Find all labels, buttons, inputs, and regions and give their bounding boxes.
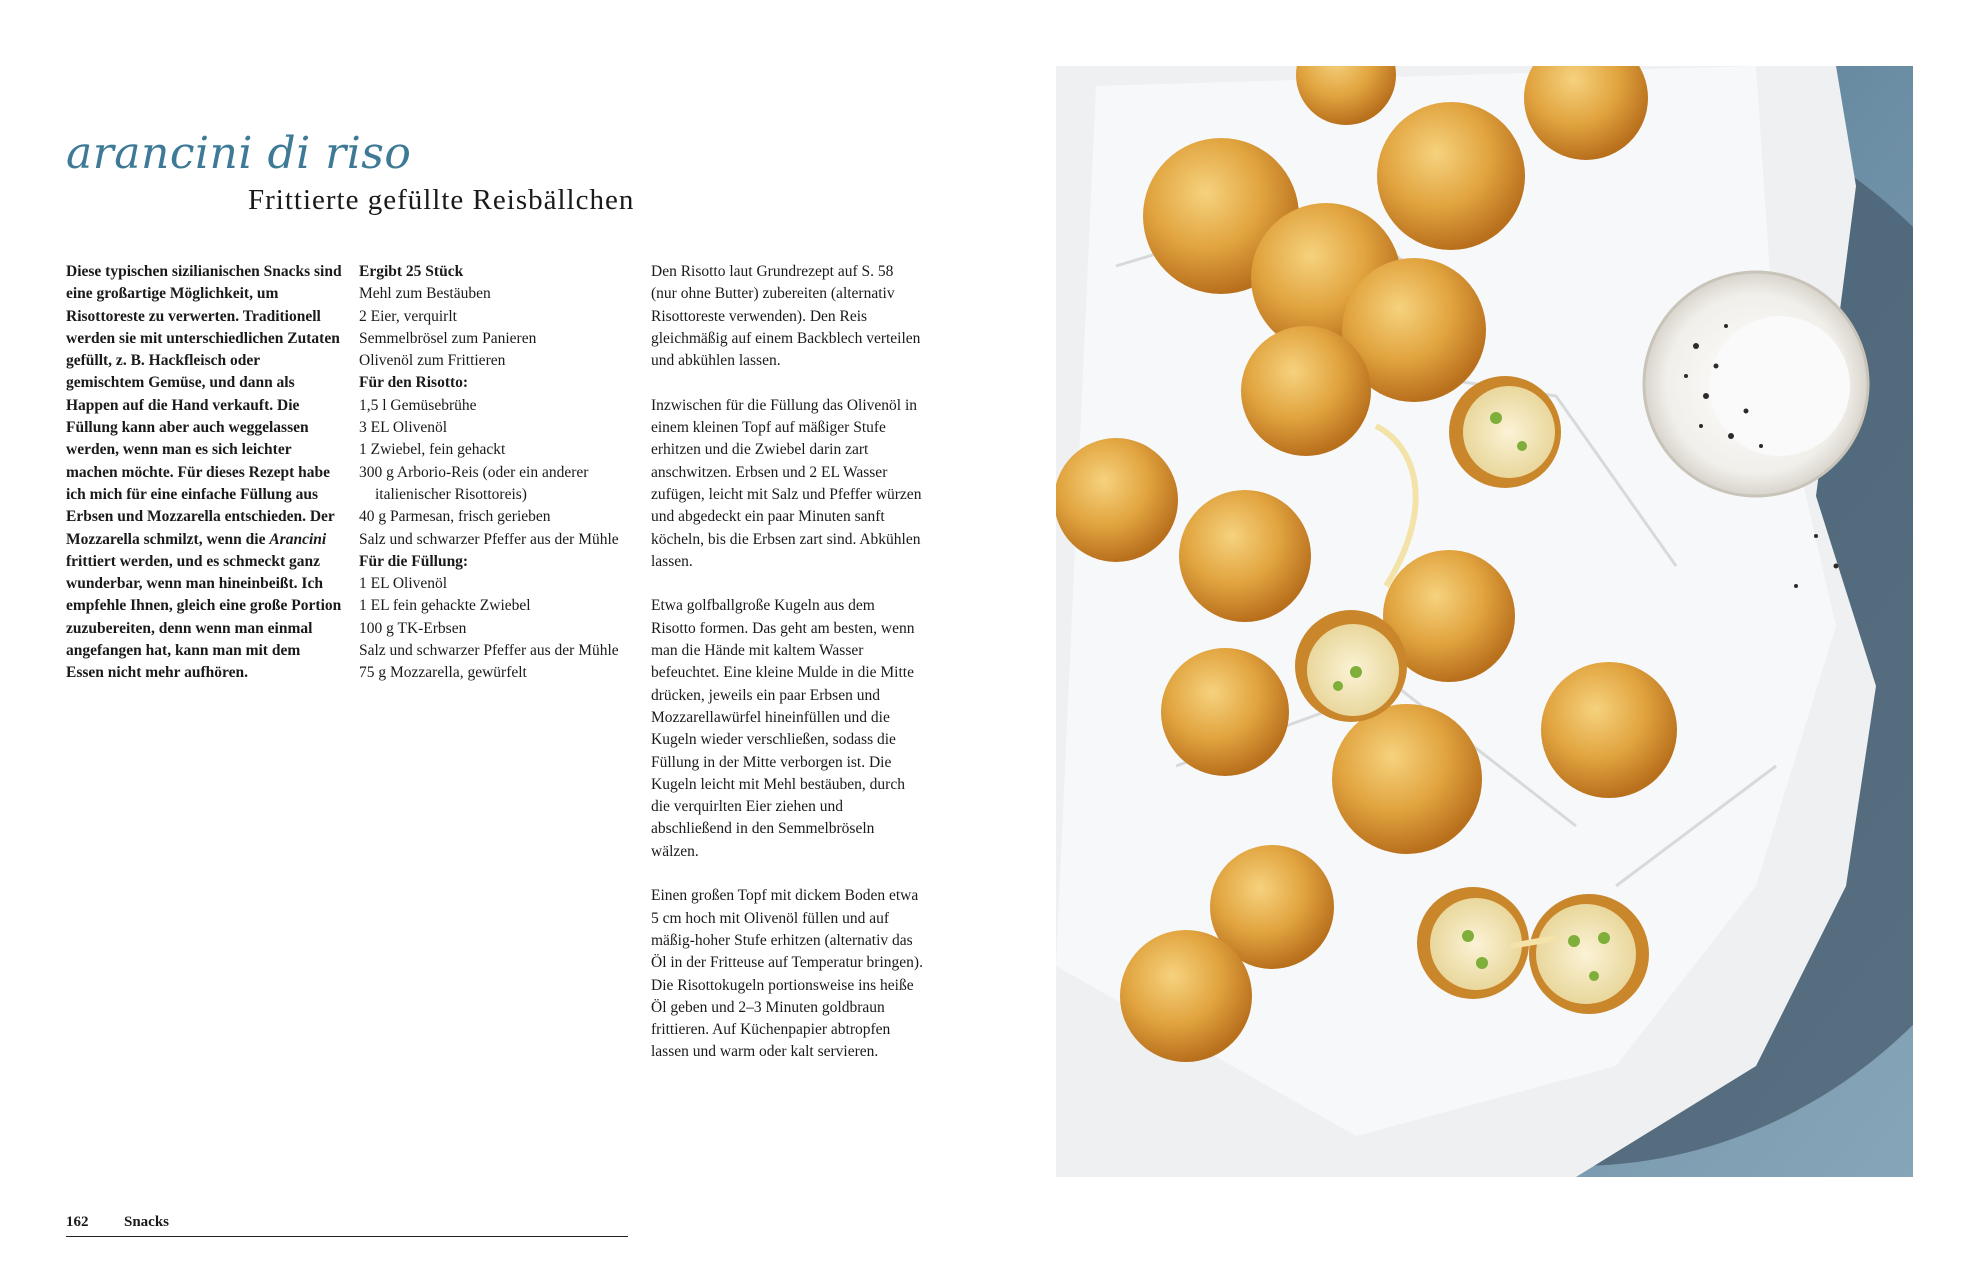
ingredient-line: 3 EL Olivenöl [359,419,448,437]
section-name: Snacks [124,1214,170,1230]
ingredient-line: Semmelbrösel zum Panieren [359,329,537,347]
ingredient-line: Olivenöl zum Frittieren [359,352,506,370]
ingredient-line: 40 g Parmesan, frisch gerieben [359,508,551,526]
ingredients-column [359,261,621,685]
ingredient-line: Salz und schwarzer Pfeffer aus der Mühle [359,642,619,660]
arancini-photo-illustration [1056,66,1913,1177]
intro-text-before: Diese typischen sizilianischen Snacks sind eine großartige Möglichkeit, um Risottoreste zu verwerten. Traditionell werden sie mit unterschiedlichen Zutaten gefüllt, z. B. Hackfleisch oder gemischtem Gemüse, und dann als Happen auf die Hand verkauft. Die Füllung kann aber auch weggelassen werden, wenn man es sich leichter machen möchte. Für dieses Rezept habe ich mich für eine einfache Füllung aus Erbsen und Mozzarella entschieden. Der Mozzarella schmilzt, wenn die [66,263,342,548]
method-step-1: Den Risotto laut Grundrezept auf S. 58 (nur ohne Butter) zubereiten (alternativ Risottoreste verwenden). Den Reis gleichmäßig auf einem Backblech verteilen und abkühlen lassen. [651,263,921,370]
ingredient-line: 1 Zwiebel, fein gehackt [359,441,506,459]
recipe-subtitle: Frittierte gefüllte Reisbällchen [248,184,635,216]
page-number: 162 [66,1214,89,1230]
risotto-heading: Für den Risotto: [359,374,469,392]
recipe-title-italian: arancini di riso [66,128,412,179]
ingredient-line: 1,5 l Gemüsebrühe [359,396,477,414]
ingredient-line: Salz und schwarzer Pfeffer aus der Mühle [359,530,619,548]
ingredient-line: 300 g Arborio-Reis (oder ein anderer italienischer Risottoreis) [359,463,589,503]
method-step-3: Etwa golfballgroße Kugeln aus dem Risotto formen. Das geht am besten, wenn man die Hände mit kaltem Wasser befeuchtet. Eine kleine Mulde in die Mitte drücken, jeweils ein paar Erbsen und Mozzarellawürfel hineinfüllen und die Kugeln wieder verschließen, sodass die Füllung in der Mitte verborgen ist. Die Kugeln leicht mit Mehl bestäuben, durch die verquirlten Eier ziehen und abschließend in den Semmelbröseln wälzen. [651,597,915,860]
ingredient-line: 75 g Mozzarella, gewürfelt [359,664,527,682]
method-column [651,261,923,1086]
page-footer [66,1212,628,1237]
intro-emphasis: Arancini [269,530,327,548]
intro-text-after: frittiert werden, und es schmeckt ganz wunderbar, wenn man hineinbeißt. Ich empfehle Ihnen, gleich eine große Portion zuzubereiten, denn wenn man einmal angefangen hat, kann man mit dem Essen nicht mehr aufhören. [66,552,342,682]
arancini-photo [1056,66,1913,1177]
ingredient-line: 2 Eier, verquirlt [359,307,457,325]
ingredient-line: 1 EL Olivenöl [359,575,448,593]
intro-column [66,261,342,685]
intro-paragraph [66,261,342,685]
ingredient-line: 100 g TK-Erbsen [359,619,467,637]
ingredient-line: 1 EL fein gehackte Zwiebel [359,597,531,615]
method-step-2: Inzwischen für die Füllung das Olivenöl in einem kleinen Topf auf mäßiger Stufe erhitzen und die Zwiebel darin zart anschwitzen. Erbsen und 2 EL Wasser zufügen, leicht mit Salz und Pfeffer würzen und abgedeckt ein paar Minuten sanft köcheln, bis die Erbsen zart sind. Abkühlen lassen. [651,396,922,570]
ingredient-line: Mehl zum Bestäuben [359,285,491,303]
filling-heading: Für die Füllung: [359,552,469,570]
method-step-4: Einen großen Topf mit dickem Boden etwa 5 cm hoch mit Olivenöl füllen und auf mäßig-hoher Stufe erhitzen (alternativ das Öl in der Fritteuse auf Temperatur bringen). Die Risottokugeln portionsweise ins heiße Öl geben und 2–3 Minuten goldbraun frittieren. Auf Küchenpapier abtropfen lassen und warm oder kalt servieren. [651,887,923,1061]
yield-heading: Ergibt 25 Stück [359,263,464,280]
